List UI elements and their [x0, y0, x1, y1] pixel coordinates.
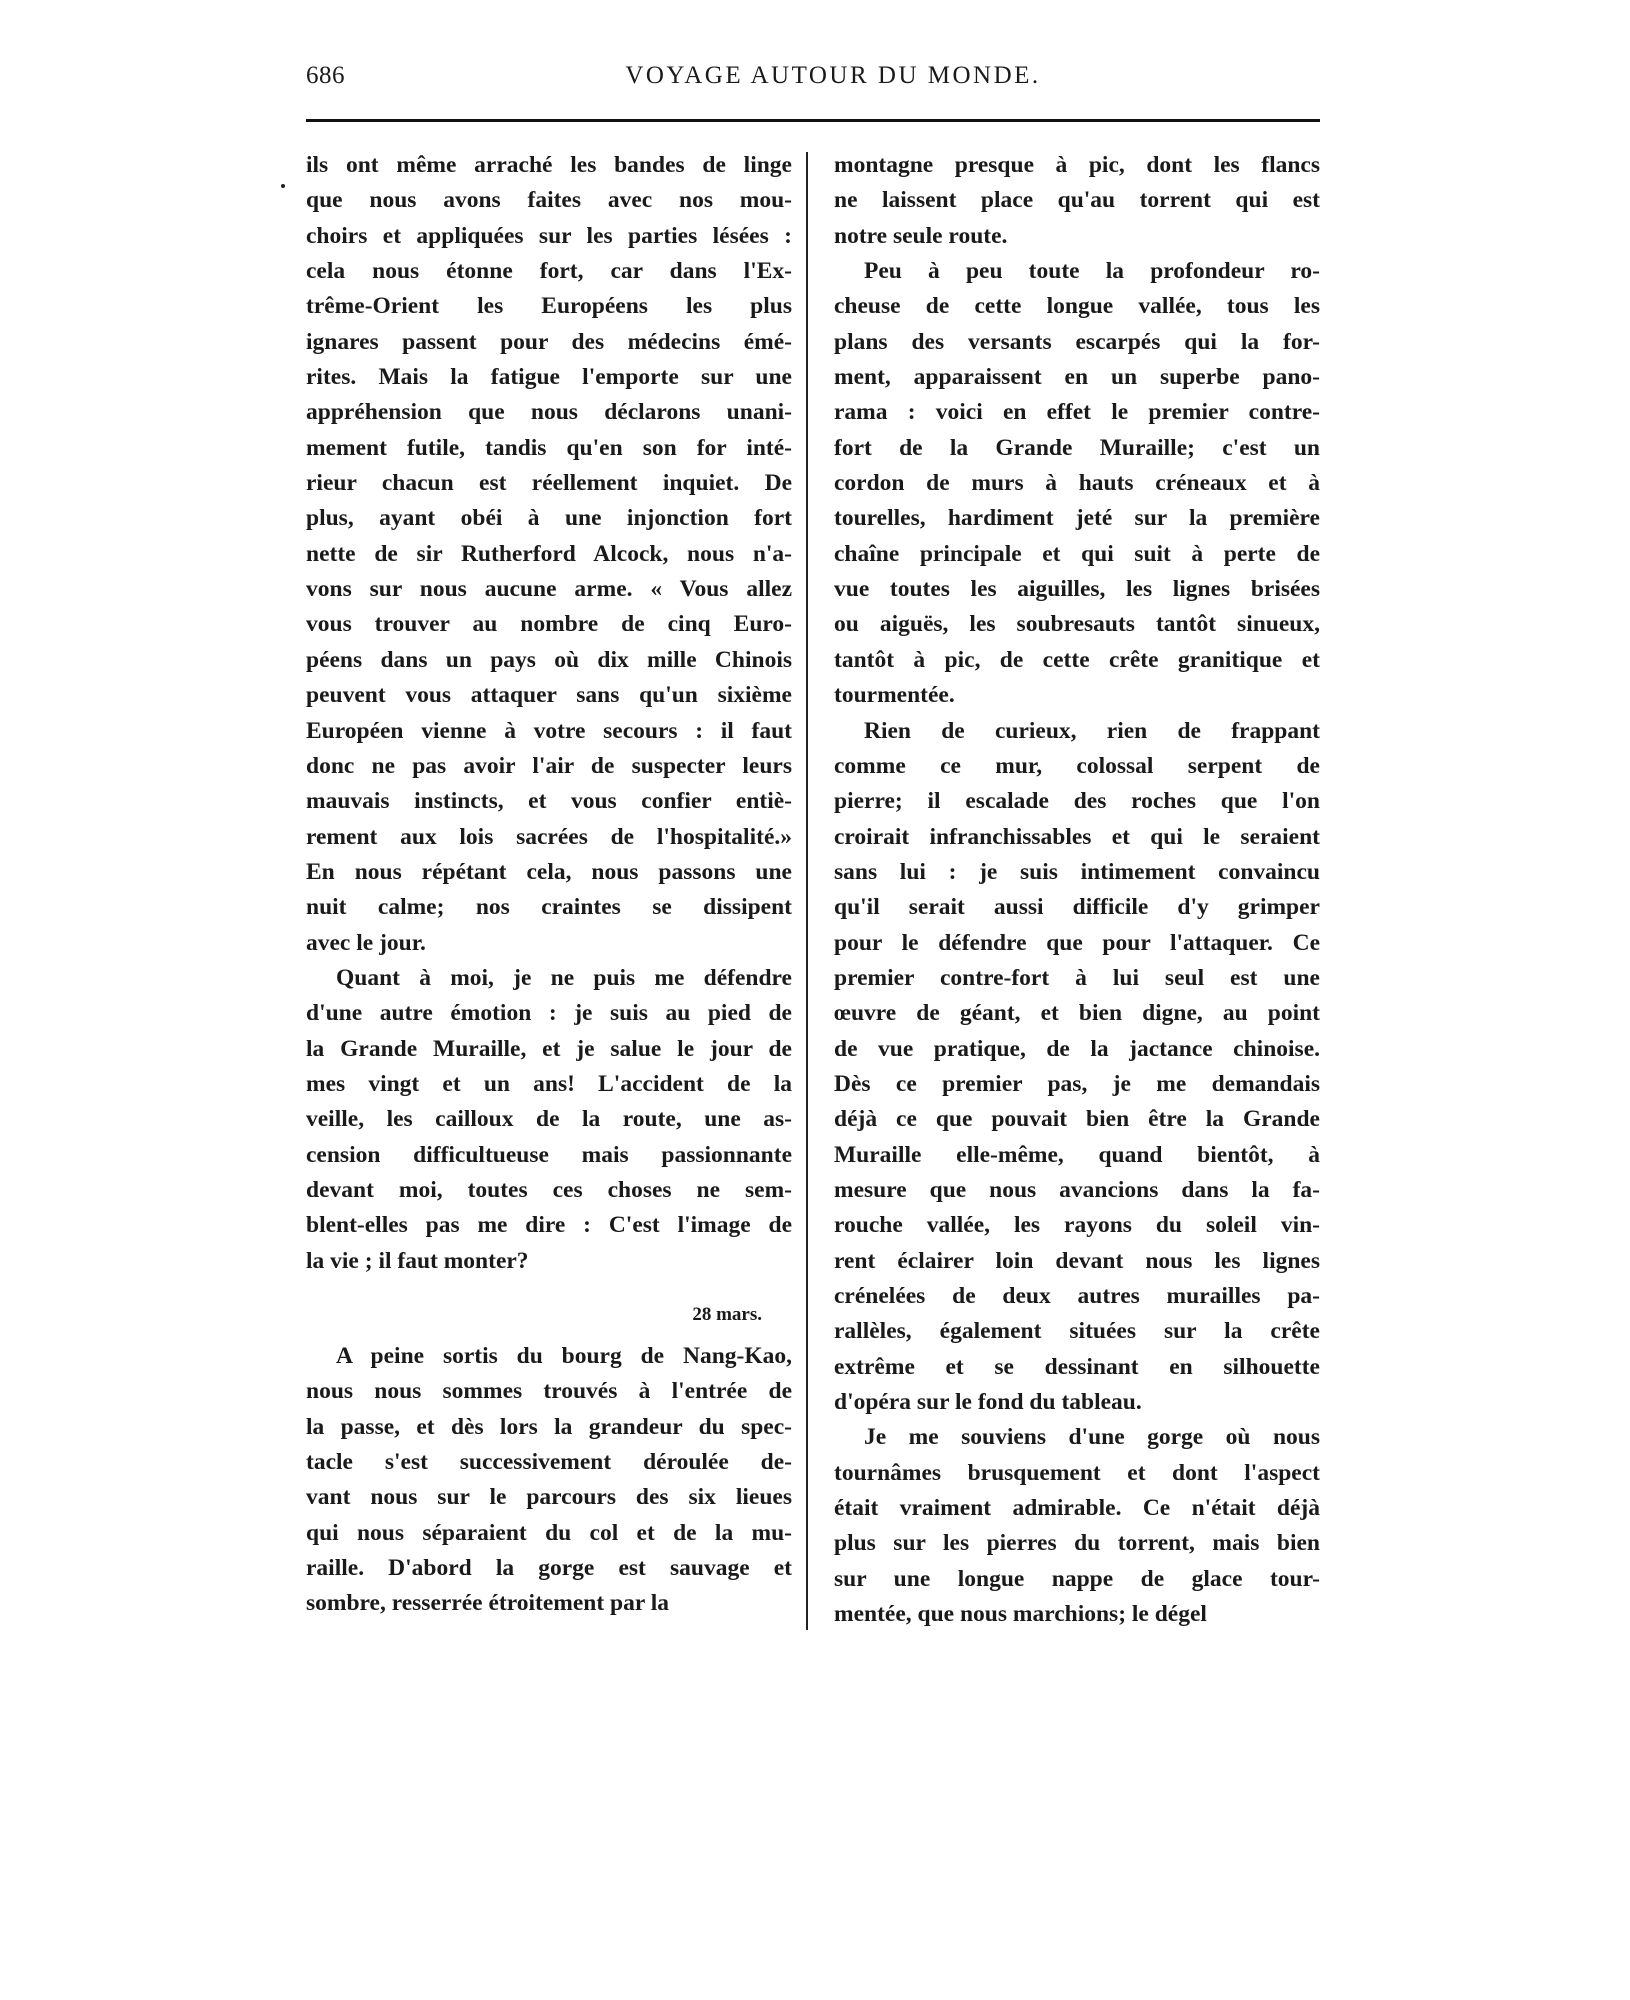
- text-line: que nous avons faites avec nos mou-: [306, 187, 792, 214]
- text-line: tourmentée.: [834, 682, 955, 709]
- text-line: d'opéra sur le fond du tableau.: [834, 1389, 1142, 1416]
- text-line: plus sur les pierres du torrent, mais bien: [834, 1530, 1320, 1557]
- right-column: [834, 148, 1320, 1632]
- text-line: tournâmes brusquement et dont l'aspect: [834, 1459, 1320, 1486]
- text-line: rallèles, également situées sur la crête: [834, 1318, 1320, 1345]
- text-line: qui nous séparaient du col et de la mu-: [306, 1519, 792, 1546]
- text-line: déjà ce que pouvait bien être la Grande: [834, 1106, 1320, 1133]
- text-line: peuvent vous attaquer sans qu'un sixième: [306, 682, 792, 709]
- text-line: En nous répétant cela, nous passons une: [306, 858, 792, 885]
- text-line: pour le défendre que pour l'attaquer. Ce: [834, 929, 1320, 956]
- text-line: vant nous sur le parcours des six lieues: [306, 1484, 792, 1511]
- text-line: cela nous étonne fort, car dans l'Ex-: [306, 258, 792, 285]
- text-line: rent éclairer loin devant nous les lignes: [834, 1247, 1320, 1274]
- text-line: avec le jour.: [306, 929, 426, 956]
- margin-mark: [281, 184, 285, 188]
- text-line: mentée, que nous marchions; le dégel: [834, 1601, 1207, 1628]
- text-line: Dès ce premier pas, je me demandais: [834, 1070, 1320, 1097]
- text-line: pierre; il escalade des roches que l'on: [834, 788, 1320, 815]
- column-divider: [806, 152, 808, 1630]
- text-line: sur une longue nappe de glace tour-: [834, 1565, 1320, 1592]
- text-line: rouche vallée, les rayons du soleil vin-: [834, 1212, 1320, 1239]
- text-line: Rien de curieux, rien de frappant: [864, 717, 1320, 744]
- paragraph: [306, 961, 792, 1279]
- text-line: rement aux lois sacrées de l'hospitalité.»: [306, 823, 792, 850]
- text-line: cordon de murs à hauts créneaux et à: [834, 470, 1320, 497]
- text-line: premier contre-fort à lui seul est une: [834, 964, 1320, 991]
- text-line: A peine sortis du bourg de Nang-Kao,: [336, 1343, 792, 1369]
- text-line: péens dans un pays où dix mille Chinois: [306, 646, 792, 673]
- header-rule: [306, 119, 1320, 122]
- text-line: choirs et appliquées sur les parties lésées :: [306, 222, 792, 249]
- text-line: rama : voici en effet le premier contre-: [834, 399, 1320, 426]
- text-line: Peu à peu toute la profondeur ro-: [864, 258, 1320, 285]
- text-line: vous trouver au nombre de cinq Euro-: [306, 611, 792, 638]
- text-line: ou aiguës, les soubresauts tantôt sinueux,: [834, 611, 1320, 638]
- text-line: ment, apparaissent en un superbe pano-: [834, 364, 1320, 391]
- text-line: nous nous sommes trouvés à l'entrée de: [306, 1378, 792, 1405]
- left-column: [306, 148, 792, 1622]
- text-line: mauvais instincts, et vous confier entiè-: [306, 788, 792, 815]
- paragraph: [834, 254, 1320, 713]
- text-line: tourelles, hardiment jeté sur la première: [834, 505, 1320, 532]
- text-line: fort de la Grande Muraille; c'est un: [834, 434, 1320, 461]
- running-title: VOYAGE AUTOUR DU MONDE.: [625, 62, 1041, 89]
- text-line: tantôt à pic, de cette crête granitique et: [834, 646, 1320, 673]
- text-line: la Grande Muraille, et je salue le jour de: [306, 1035, 792, 1062]
- text-line: œuvre de géant, et bien digne, au point: [834, 1000, 1320, 1027]
- text-line: vons sur nous aucune arme. « Vous allez: [306, 576, 792, 603]
- text-line: vue toutes les aiguilles, les lignes brisées: [834, 576, 1320, 603]
- text-line: notre seule route.: [834, 222, 1008, 249]
- text-line: mes vingt et un ans! L'accident de la: [306, 1070, 792, 1097]
- text-line: ils ont même arraché les bandes de linge: [306, 152, 792, 178]
- text-line: croirait infranchissables et qui le seraient: [834, 823, 1320, 850]
- text-line: rites. Mais la fatigue l'emporte sur une: [306, 364, 792, 391]
- text-line: mement futile, tandis qu'en son for inté-: [306, 434, 792, 461]
- text-line: Je me souviens d'une gorge où nous: [864, 1424, 1320, 1451]
- text-line: chaîne principale et qui suit à perte de: [834, 540, 1320, 567]
- text-line: la vie ; il faut monter?: [306, 1247, 529, 1274]
- paragraph: [834, 714, 1320, 1421]
- text-line: sombre, resserrée étroitement par la: [306, 1590, 670, 1617]
- text-line: était vraiment admirable. Ce n'était déjà: [834, 1495, 1320, 1522]
- text-line: tacle s'est successivement déroulée de-: [306, 1449, 792, 1476]
- dateline: 28 mars.: [692, 1304, 762, 1325]
- text-line: ignares passent pour des médecins émé-: [306, 328, 792, 355]
- paragraph: [834, 148, 1320, 254]
- text-line: devant moi, toutes ces choses ne sem-: [306, 1176, 792, 1203]
- text-line: qu'il serait aussi difficile d'y grimper: [834, 894, 1320, 921]
- text-line: d'une autre émotion : je suis au pied de: [306, 1000, 792, 1027]
- text-line: montagne presque à pic, dont les flancs: [834, 152, 1320, 178]
- text-line: appréhension que nous déclarons unani-: [306, 399, 792, 426]
- text-line: de vue pratique, de la jactance chinoise.: [834, 1035, 1320, 1062]
- text-line: rieur chacun est réellement inquiet. De: [306, 470, 792, 497]
- text-line: Européen vienne à votre secours : il faut: [306, 717, 792, 744]
- text-line: Muraille elle-même, quand bientôt, à: [834, 1141, 1320, 1168]
- paragraph: [306, 1339, 792, 1622]
- text-line: comme ce mur, colossal serpent de: [834, 752, 1320, 779]
- running-head: [306, 62, 1320, 98]
- text-line: cension difficultueuse mais passionnante: [306, 1141, 792, 1168]
- text-line: veille, les cailloux de la route, une as-: [306, 1106, 792, 1133]
- paragraph: [834, 1420, 1320, 1632]
- text-line: trême-Orient les Européens les plus: [306, 293, 792, 320]
- text-line: Quant à moi, je ne puis me défendre: [336, 964, 792, 991]
- text-line: nuit calme; nos craintes se dissipent: [306, 894, 792, 921]
- text-line: blent-elles pas me dire : C'est l'image de: [306, 1212, 792, 1239]
- page-number: 686: [306, 62, 345, 89]
- text-line: crénelées de deux autres murailles pa-: [834, 1283, 1320, 1309]
- text-line: ne laissent place qu'au torrent qui est: [834, 187, 1320, 214]
- text-line: sans lui : je suis intimement convaincu: [834, 858, 1320, 885]
- paragraph: [306, 148, 792, 961]
- text-line: plus, ayant obéi à une injonction fort: [306, 505, 792, 532]
- text-line: extrême et se dessinant en silhouette: [834, 1353, 1320, 1380]
- text-line: donc ne pas avoir l'air de suspecter leurs: [306, 752, 792, 779]
- text-line: mesure que nous avancions dans la fa-: [834, 1176, 1320, 1203]
- text-line: la passe, et dès lors la grandeur du spec-: [306, 1413, 792, 1440]
- text-line: raille. D'abord la gorge est sauvage et: [306, 1555, 792, 1582]
- text-line: cheuse de cette longue vallée, tous les: [834, 293, 1320, 320]
- text-line: plans des versants escarpés qui la for-: [834, 328, 1320, 355]
- text-line: nette de sir Rutherford Alcock, nous n'a-: [306, 540, 792, 567]
